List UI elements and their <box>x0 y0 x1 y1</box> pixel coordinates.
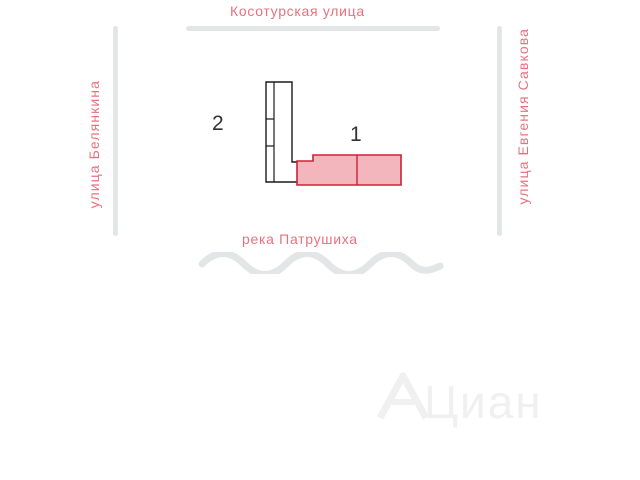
street-label-top: Косотурская улица <box>230 3 365 19</box>
building-highlight-plot-1[interactable] <box>296 152 408 188</box>
street-label-left: улица Белянкина <box>86 80 102 209</box>
plot-number-2: 2 <box>212 112 224 135</box>
street-bar-right <box>497 26 502 236</box>
street-bar-top <box>186 26 440 31</box>
plot-number-1: 1 <box>350 123 362 146</box>
street-label-right: улица Евгения Савкова <box>515 28 531 205</box>
river-wave <box>198 252 444 279</box>
street-bar-left <box>113 26 118 236</box>
watermark-text: Циан <box>424 376 543 428</box>
river-label: река Патрушиха <box>242 231 358 247</box>
